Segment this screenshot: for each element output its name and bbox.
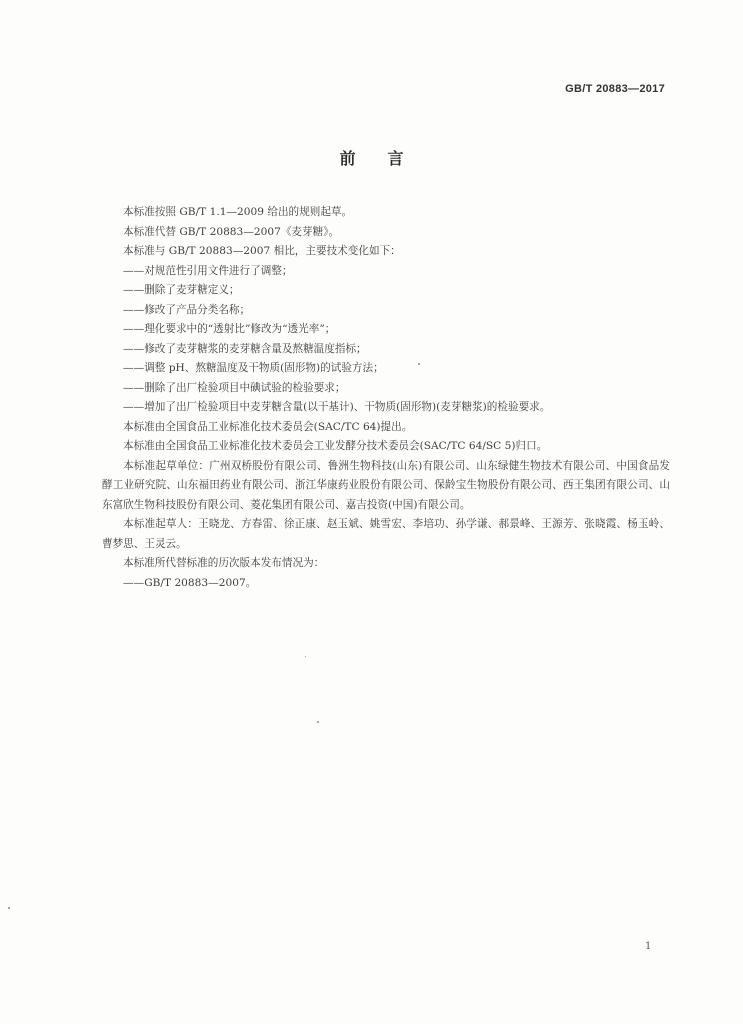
paragraph: 本标准所代替标准的历次版本发布情况为： [123, 557, 325, 569]
page-title: 前言 [339, 149, 436, 168]
paragraph: 本标准代替 GB/T 20883—2007《麦芽糖》。 [123, 225, 340, 238]
change-item: ——调整 pH、熬糖温度及干物质(固形物)的试验方法； [123, 362, 384, 374]
preface-body [102, 203, 670, 593]
scan-speck [305, 656, 306, 657]
paragraph: 本标准由全国食品工业标准化技术委员会工业发酵分技术委员会(SAC/TC 64/SC 5)归口。 [123, 440, 548, 452]
scan-speck [317, 721, 319, 723]
change-item: ——删除了出厂检验项目中碘试验的检验要求； [123, 381, 346, 394]
change-item: ——对规范性引用文件进行了调整； [123, 264, 293, 277]
change-item: ——修改了麦芽糖浆的麦芽糖含量及熬糖温度指标； [123, 342, 367, 355]
paragraph: 本标准与 GB/T 20883—2007 相比，主要技术变化如下： [123, 245, 401, 257]
history-item: ——GB/T 20883—2007。 [123, 576, 257, 589]
paragraph: 本标准按照 GB/T 1.1—2009 给出的规则起草。 [123, 206, 353, 218]
change-item: ——删除了麦芽糖定义； [123, 284, 240, 296]
drafting-units: 本标准起草单位：广州双桥股份有限公司、鲁洲生物科技(山东)有限公司、山东绿健生物技术有限公司、中国食品发酵工业研究院、山东福田药业有限公司、浙江华康药业股份有限公司、保龄宝生物股份有限公司、西王集团有限公司、山东富欣生物科技股份有限公司、菱花集团有限公司、嘉吉投资(中国)有限公司。 [102, 459, 670, 511]
drafters: 本标准起草人：王晓龙、方春雷、徐正康、赵玉斌、姚雪宏、李培功、孙学谦、郝景峰、王源芳、张晓霞、杨玉岭、曹梦思、王灵云。 [102, 518, 670, 550]
scan-speck [418, 363, 420, 365]
change-item: ——理化要求中的“透射比”修改为“透光率”； [123, 323, 336, 335]
change-item: ——修改了产品分类名称； [123, 303, 251, 316]
standard-number: GB/T 20883—2017 [565, 83, 665, 95]
scan-speck [8, 907, 10, 909]
change-item: ——增加了出厂检验项目中麦芽糖含量(以干基计)、干物质(固形物)(麦芽糖浆)的检验要求。 [123, 401, 551, 413]
page-number: 1 [645, 941, 652, 952]
paragraph: 本标准由全国食品工业标准化技术委员会(SAC/TC 64)提出。 [123, 420, 413, 433]
